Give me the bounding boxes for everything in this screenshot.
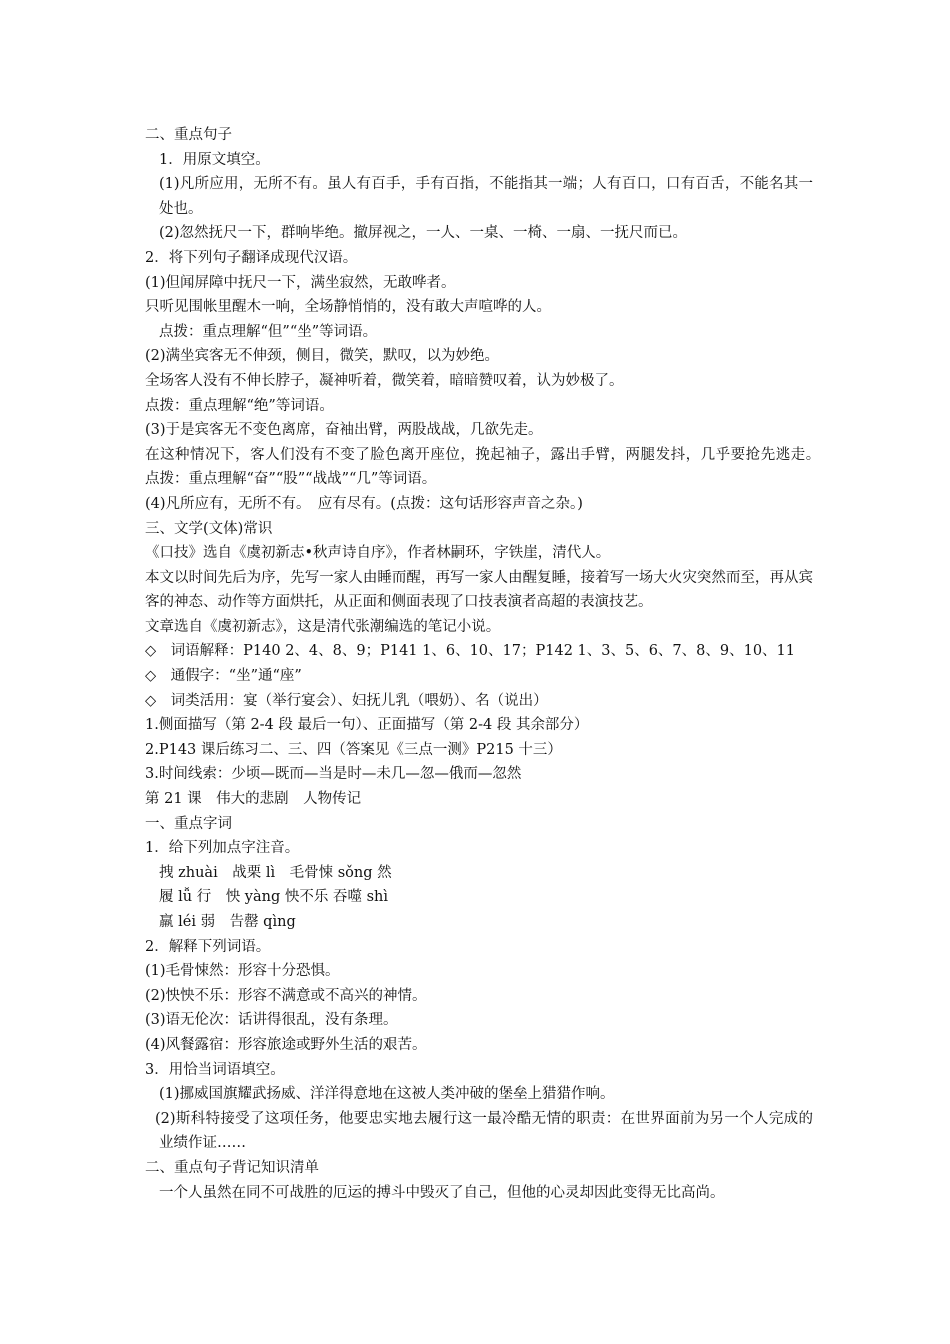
paragraph: 在这种情况下，客人们没有不变了脸色离开座位，挽起袖子，露出手臂，两腿发抖，几乎要抢先逃走。 点拨：重点理解“奋”“股”“战战”“几”等词语。 [145,446,886,488]
subheading: 1．用原文填空。 [159,151,270,168]
subheading: 3．用恰当词语填空。 [145,1061,285,1078]
paragraph: 只听见围帐里醒木一响，全场静悄悄的，没有敢大声喧哗的人。 [145,299,551,316]
paragraph: 点拨：重点理解“但”“坐”等词语。 [159,323,378,340]
section-heading: 二、重点句子背记知识清单 [145,1159,319,1176]
paragraph: (2)忽然抚尺一下，群响毕绝。撤屏视之，一人、一桌、一椅、一扇、一抚尺而已。 [159,225,688,242]
list-item: ◇ 词语解释：P140 2、4、8、9；P141 1、6、10、17；P142 1、3、5、6、7、8、9、10、11 [145,643,796,660]
lesson-title: 第 21 课 伟大的悲剧 人物传记 [145,791,362,808]
paragraph: (1)凡所应用，无所不有。虽人有百手，手有百指，不能指其一端；人有百口，口有百舌，不能名其一处也。 [159,176,813,217]
subheading: 2．解释下列词语。 [145,938,271,955]
paragraph: (1)但闻屏障中抚尺一下，满坐寂然，无敢哗者。 [145,274,456,291]
list-item: 3.时间线索：少顷—既而—当是时—未几—忽—俄而—忽然 [145,766,522,783]
pinyin-line: 拽 zhuài 战栗 lì 毛骨悚 sǒng 然 [159,864,392,881]
paragraph: (4)凡所应有，无所不有。 应有尽有。(点拨：这句话形容声音之杂。) [145,495,583,512]
list-item: ◇ 通假字：“坐”通“座” [145,668,302,685]
paragraph: (2)怏怏不乐：形容不满意或不高兴的神情。 [145,987,427,1004]
pinyin-line: 履 lǚ 行 怏 yàng 怏不乐 吞噬 shì [159,889,389,906]
paragraph: (4)风餐露宿：形容旅途或野外生活的艰苦。 [145,1036,427,1053]
paragraph: 文章选自《虞初新志》，这是清代张潮编选的笔记小说。 [145,618,501,635]
paragraph: (2)斯科特接受了这项任务，他要忠实地去履行这一最冷酷无情的职责：在世界面前为另一个人完成的业绩作证…… [155,1110,813,1152]
paragraph: 点拨：重点理解“绝”等词语。 [145,397,334,414]
section-heading: 三、文学(文体)常识 [145,520,273,537]
list-item: ◇ 词类活用：宴（举行宴会）、妇抚儿乳（喂奶）、名（说出） [145,692,548,709]
document-body [145,123,886,1205]
paragraph: (1)挪威国旗耀武扬威、洋洋得意地在这被人类冲破的堡垒上猎猎作响。 [159,1086,615,1103]
paragraph: 一个人虽然在同不可战胜的厄运的搏斗中毁灭了自己，但他的心灵却因此变得无比高尚。 [159,1184,725,1201]
subheading: 2．将下列句子翻译成现代汉语。 [145,249,358,266]
paragraph: 《口技》选自《虞初新志•秋声诗自序》，作者林嗣环，字铁崖，清代人。 [145,545,611,562]
paragraph: (2)满坐宾客无不伸颈，侧目，微笑，默叹，以为妙绝。 [145,348,500,365]
list-item: 2.P143 课后练习二、三、四（答案见《三点一测》P215 十三） [145,741,562,758]
section-heading: 二、重点句子 [145,127,232,143]
pinyin-line: 羸 léi 弱 告罄 qìng [159,914,296,930]
section-heading: 一、重点字词 [145,815,232,832]
list-item: 1.侧面描写（第 2-4 段 最后一句）、正面描写（第 2-4 段 其余部分） [145,717,589,734]
paragraph: (1)毛骨悚然：形容十分恐惧。 [145,963,340,980]
paragraph: (3)语无伦次：话讲得很乱，没有条理。 [145,1012,398,1029]
paragraph: 全场客人没有不伸长脖子，凝神听着，微笑着，暗暗赞叹着，认为妙极了。 [145,372,624,389]
subheading: 1．给下列加点字注音。 [145,840,300,857]
paragraph: (3)于是宾客无不变色离席，奋袖出臂，两股战战，几欲先走。 [145,422,543,439]
paragraph: 本文以时间先后为序，先写一家人由睡而醒，再写一家人由醒复睡，接着写一场大火灾突然而至，再从宾客的神态、动作等方面烘托，从正面和侧面表现了口技表演者高超的表演技艺。 [145,569,813,611]
